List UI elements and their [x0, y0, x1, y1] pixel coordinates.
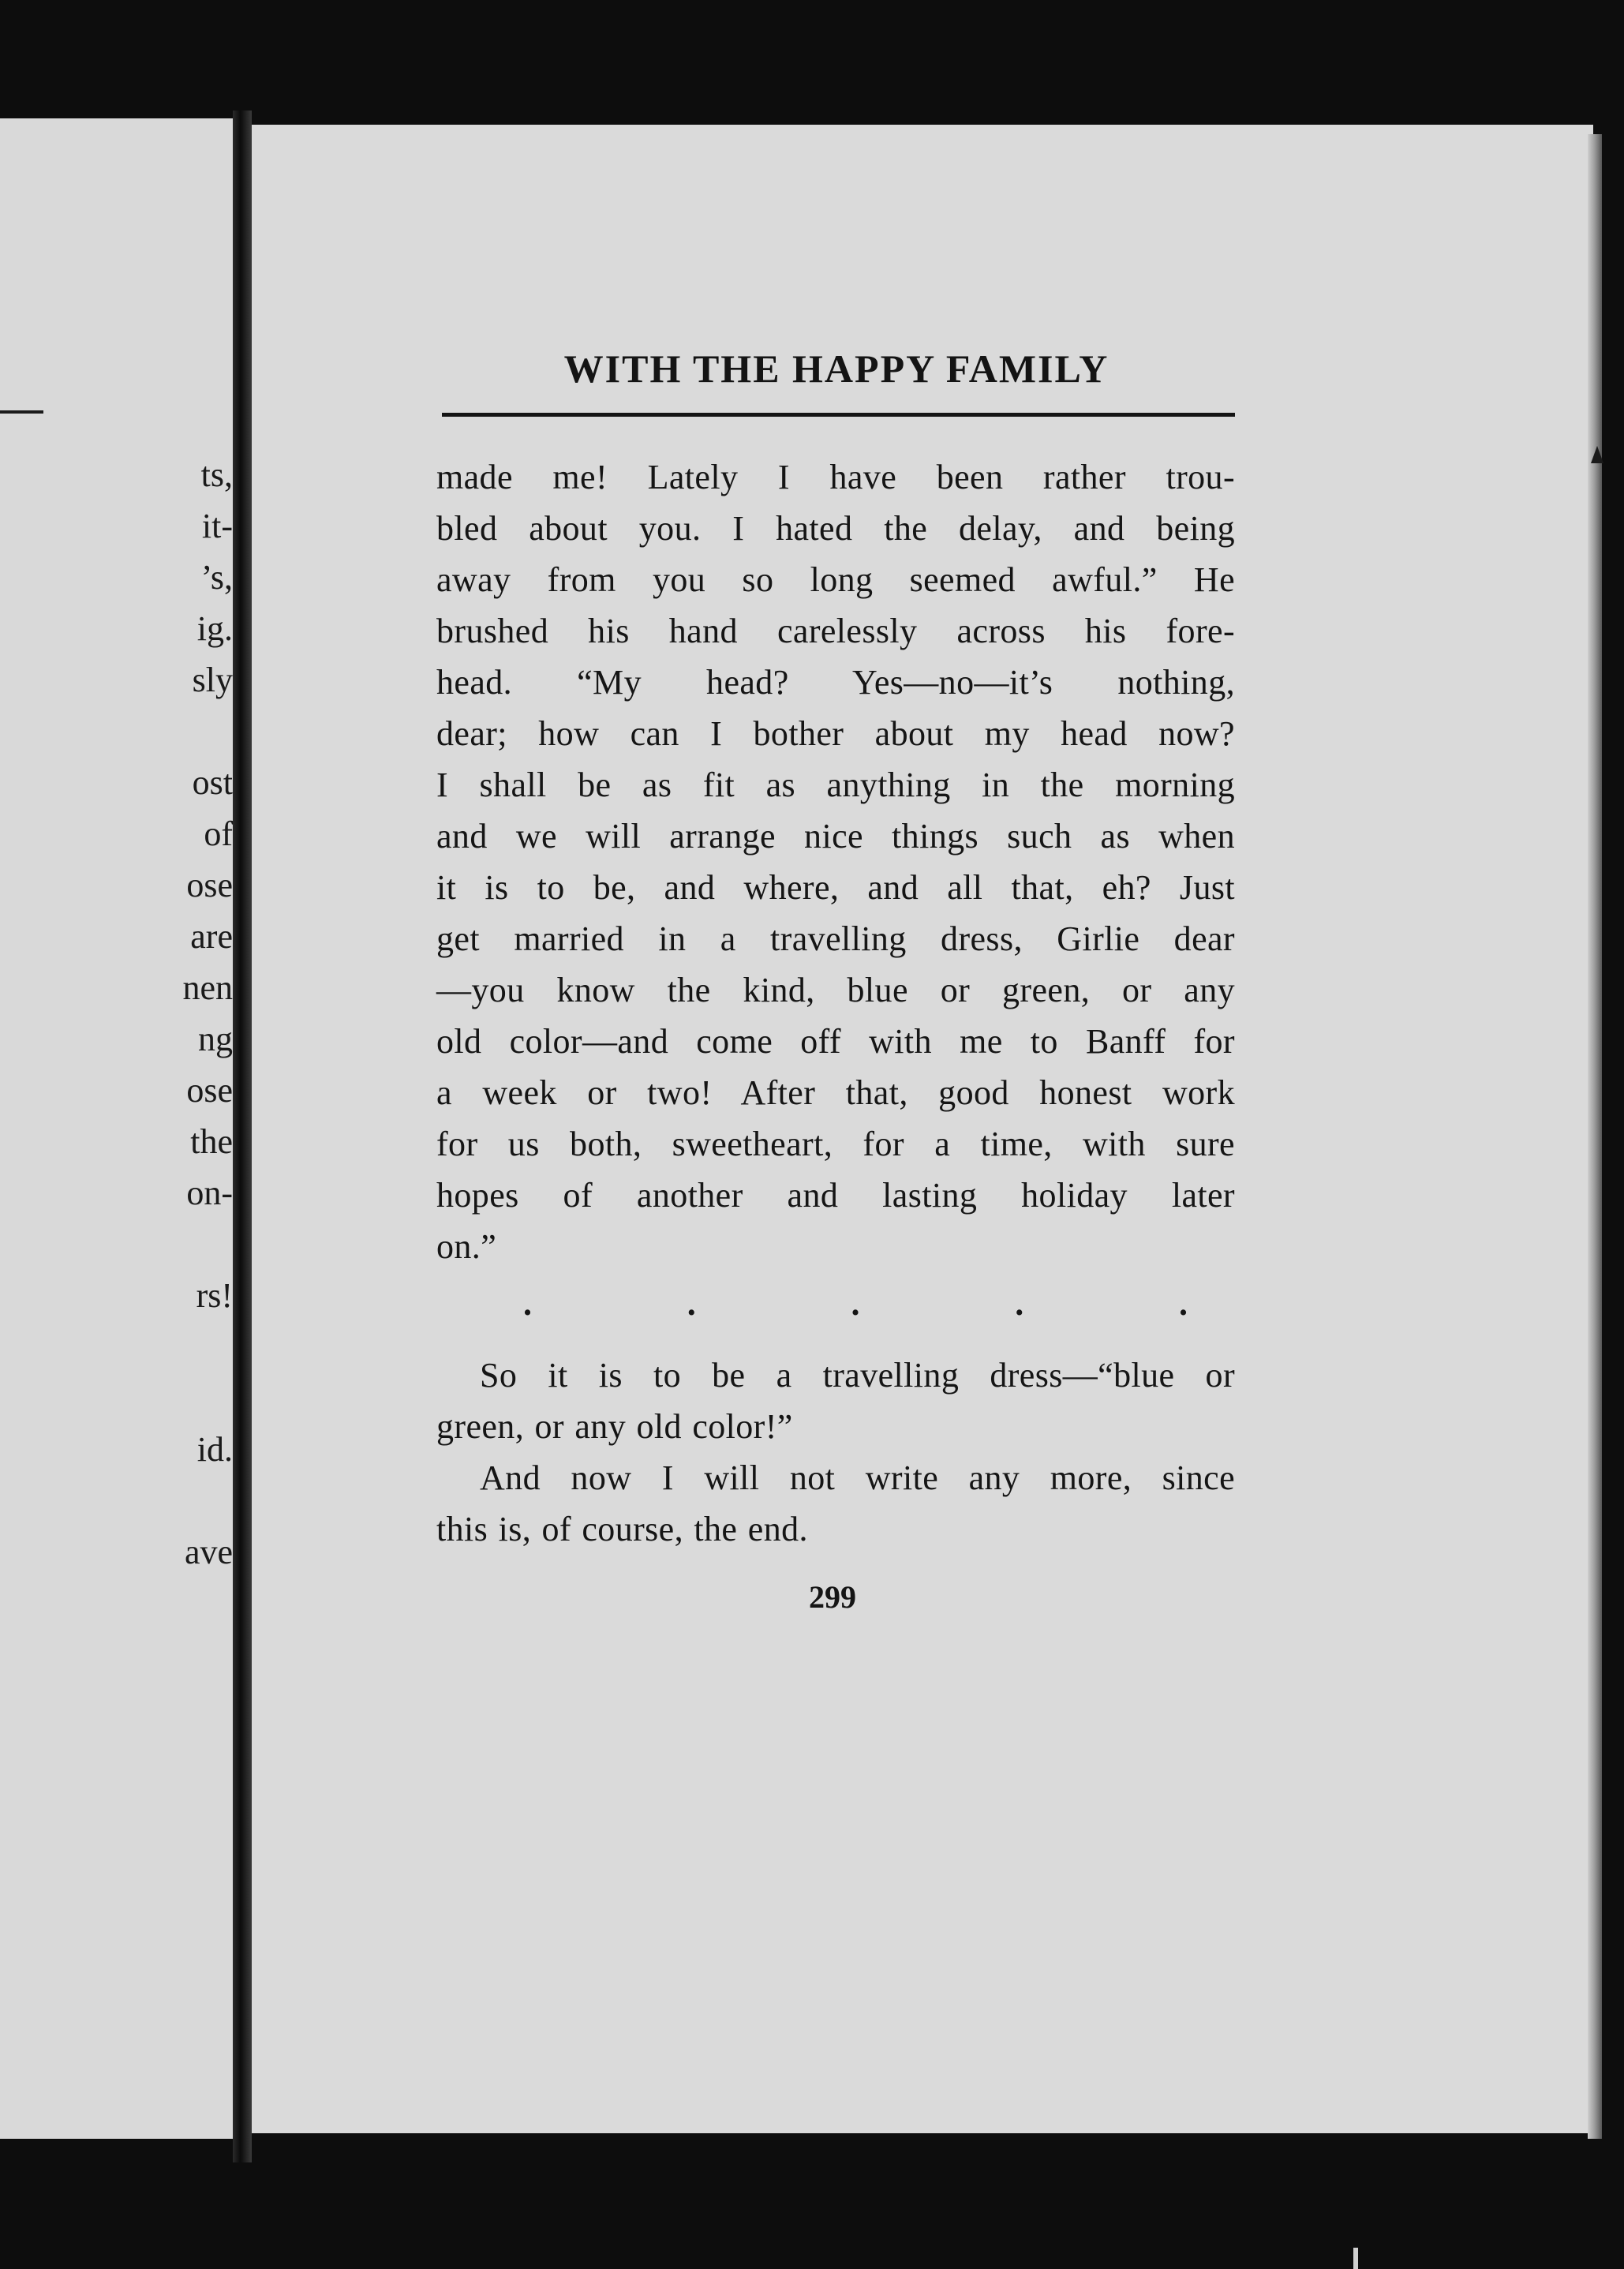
separator-dot: .	[1179, 1284, 1188, 1323]
text-line: —you know the kind, blue or green, or any	[436, 971, 1235, 1009]
text-line: And now I will not write any more, since	[480, 1458, 1235, 1497]
separator-dot: .	[523, 1284, 532, 1323]
left-page-fragment: of	[204, 814, 233, 853]
left-page-fragment: sly	[192, 661, 233, 699]
left-page-fragment: ave	[184, 1533, 233, 1571]
text-line: on.”	[436, 1227, 497, 1266]
separator-dot: .	[851, 1284, 860, 1323]
left-page-fragment: are	[190, 917, 233, 956]
text-line: old color—and come off with me to Banff for	[436, 1022, 1235, 1061]
text-line: it is to be, and where, and all that, eh? Just	[436, 868, 1235, 907]
left-page-fragment: ig.	[196, 609, 233, 648]
text-line: this is, of course, the end.	[436, 1510, 808, 1548]
page-number: 299	[809, 1579, 856, 1615]
left-page-fragment: ng	[198, 1020, 233, 1058]
left-page-fragment: ts,	[200, 455, 233, 494]
header-rule	[442, 413, 1235, 417]
left-page-fragment: rs!	[196, 1276, 233, 1315]
edge-mark	[1591, 446, 1603, 463]
text-line: hopes of another and lasting holiday later	[436, 1176, 1235, 1215]
left-page-fragment: ose	[186, 866, 233, 904]
left-page-fragment: id.	[196, 1430, 233, 1469]
text-line: away from you so long seemed awful.” He	[436, 560, 1235, 599]
page-edge	[1588, 134, 1602, 2139]
text-line: made me! Lately I have been rather trou-	[436, 458, 1235, 496]
page-body	[436, 451, 1235, 1555]
text-line: a week or two! After that, good honest work	[436, 1073, 1235, 1112]
left-page-fragment: nen	[182, 968, 233, 1007]
left-page-fragment: the	[190, 1122, 233, 1161]
text-line: for us both, sweetheart, for a time, with sure	[436, 1125, 1235, 1163]
text-line: bled about you. I hated the delay, and being	[436, 509, 1235, 548]
text-line: brushed his hand carelessly across his fore-	[436, 612, 1235, 650]
left-page-rule	[0, 410, 43, 414]
separator-dot: .	[1015, 1284, 1024, 1323]
separator-dot: .	[687, 1284, 696, 1323]
text-line: head. “My head? Yes—no—it’s nothing,	[436, 663, 1235, 702]
text-line: get married in a travelling dress, Girlie dear	[436, 919, 1235, 958]
left-page-fragment: ose	[186, 1071, 233, 1110]
left-page-fragment: ost	[192, 763, 233, 802]
text-line: So it is to be a travelling dress—“blue or	[480, 1356, 1235, 1395]
left-facing-page	[0, 118, 233, 2139]
section-separator	[436, 1272, 1235, 1335]
scan-artifact	[1353, 2248, 1358, 2269]
text-line: dear; how can I bother about my head now?	[436, 714, 1235, 753]
text-line: green, or any old color!”	[436, 1407, 793, 1446]
text-line: I shall be as fit as anything in the morning	[436, 766, 1235, 804]
left-page-fragment: on-	[186, 1174, 233, 1212]
left-page-fragment: it-	[201, 507, 233, 545]
book-spine	[233, 110, 252, 2162]
text-line: and we will arrange nice things such as when	[436, 817, 1235, 856]
running-head: WITH THE HAPPY FAMILY	[563, 346, 1109, 391]
left-page-fragment: ’s,	[200, 558, 233, 597]
